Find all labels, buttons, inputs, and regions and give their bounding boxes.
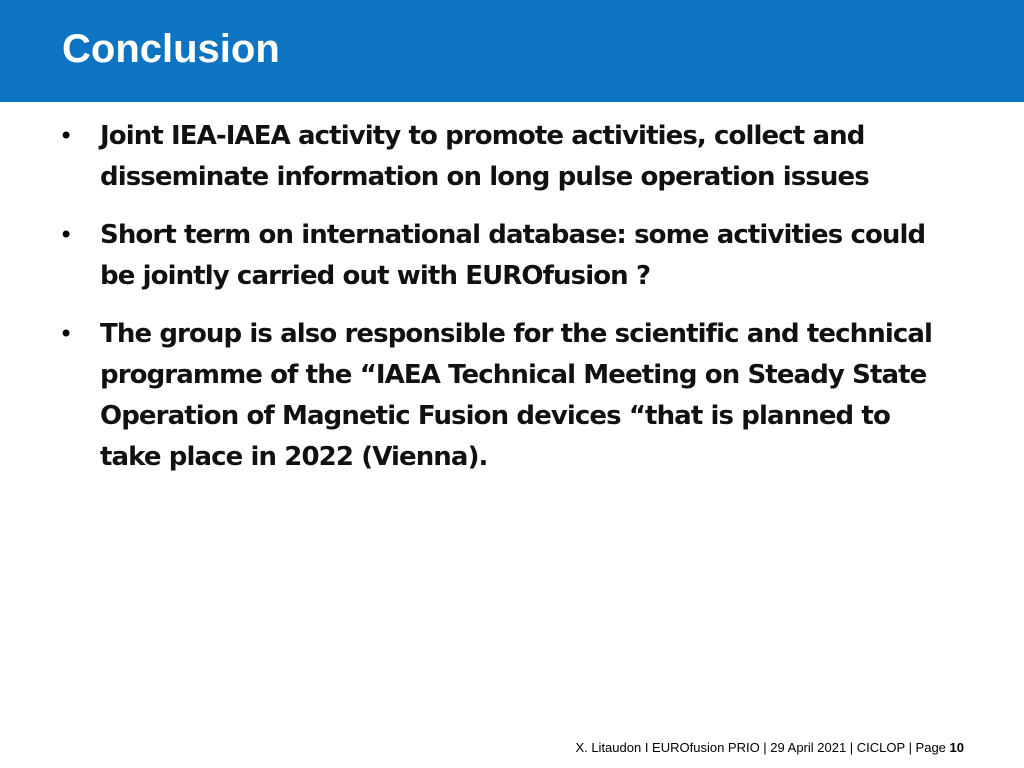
footer: [575, 739, 964, 757]
header-bar: [0, 0, 1024, 102]
page-number: 10: [949, 740, 964, 755]
bullet-icon: •: [59, 122, 74, 150]
bullet-item: [56, 116, 956, 198]
footer-text: X. Litaudon I EUROfusion PRIO | 29 April 2021 | CICLOP | Page: [575, 740, 950, 755]
bullet-icon: •: [59, 221, 74, 249]
bullet-text: The group is also responsible for the scientific and technical programme of the “IAEA Technical Meeting on Steady State Operation of Magnetic Fusion devices “that is planned to take place in 2022 (Vienna).: [100, 319, 933, 472]
slide-title: Conclusion: [62, 27, 280, 71]
bullet-item: [56, 215, 956, 297]
bullet-text: Joint IEA-IAEA activity to promote activities, collect and disseminate information on long pulse operation issues: [100, 121, 869, 192]
bullet-item: [56, 314, 956, 478]
bullet-text: Short term on international database: some activities could be jointly carried out with EUROfusion ?: [100, 220, 926, 291]
bullet-list: [56, 116, 956, 495]
bullet-icon: •: [59, 320, 74, 348]
